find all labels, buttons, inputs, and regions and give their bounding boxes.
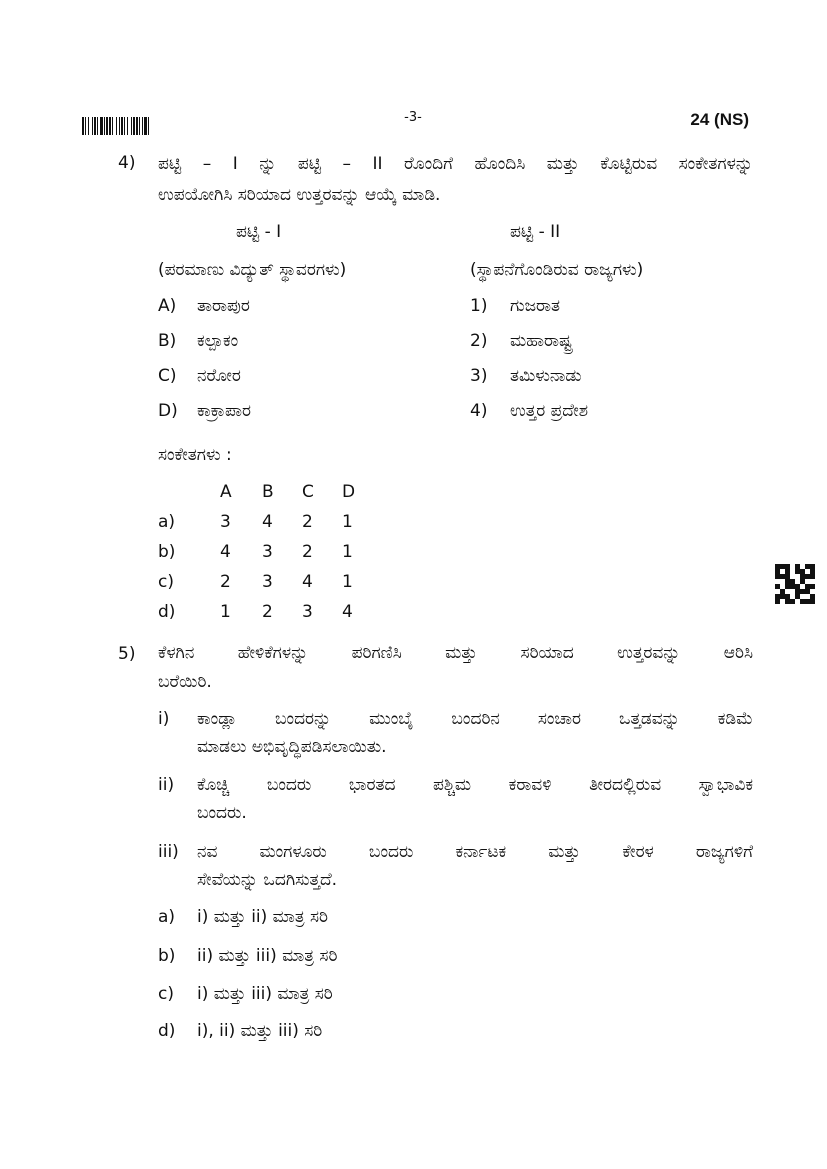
- list1-subtitle: (ಪರಮಾಣು ವಿದ್ಯುತ್ ಸ್ಥಾವರಗಳು): [158, 260, 347, 280]
- codes-cell: 2: [220, 572, 231, 592]
- codes-label: ಸಂಕೇತಗಳು :: [158, 445, 232, 465]
- list2-item-label: 3): [470, 366, 488, 386]
- statement-line2: ಬಂದರು.: [197, 803, 247, 823]
- list2-item-text: ತಮಿಳುನಾಡು: [510, 366, 582, 386]
- qr-code: [775, 564, 815, 604]
- codes-header-cell: B: [262, 482, 274, 502]
- option-label: a): [158, 907, 176, 927]
- codes-cell: 2: [302, 542, 313, 562]
- list1-item-label: A): [158, 296, 177, 316]
- statement-line1: ಕೊಚ್ಚಿ ಬಂದರು ಭಾರತದ ಪಶ್ಚಿಮ ಕರಾವಳಿ ತೀರದಲ್ಲಿರುವ ಸ್ವಾಭಾವಿಕ: [197, 775, 753, 795]
- list1-item-label: C): [158, 366, 177, 386]
- list2-item-label: 2): [470, 331, 488, 351]
- question-4-number: 4): [118, 153, 136, 173]
- option-text: i) ಮತ್ತು ii) ಮಾತ್ರ ಸರಿ: [197, 907, 328, 927]
- codes-cell: 1: [342, 572, 353, 592]
- list1-item-text: ಕಲ್ಪಾಕಂ: [197, 331, 239, 351]
- statement-label: ii): [158, 775, 175, 795]
- codes-header-spacer: [158, 480, 220, 504]
- codes-cell: 4: [342, 602, 353, 622]
- codes-cell: 4: [262, 512, 273, 532]
- codes-option-label: c): [158, 572, 174, 592]
- list1-title: ಪಟ್ಟಿ - I: [236, 222, 282, 242]
- codes-cell: 4: [220, 542, 231, 562]
- option-label: b): [158, 946, 176, 966]
- codes-cell: 3: [220, 512, 231, 532]
- codes-cell: 4: [302, 572, 313, 592]
- question-5-text-line1: ಕೆಳಗಿನ ಹೇಳಿಕೆಗಳನ್ನು ಪರಿಗಣಿಸಿ ಮತ್ತು ಸರಿಯಾದ ಉತ್ತರವನ್ನು ಆರಿಸಿ: [158, 643, 753, 663]
- list1-item-text: ಕಾಕ್ರಾಪಾರ: [197, 401, 251, 421]
- list1-item-text: ನರೋರ: [197, 366, 241, 386]
- list2-item-text: ಉತ್ತರ ಪ್ರದೇಶ: [510, 401, 589, 421]
- codes-cell: 1: [220, 602, 231, 622]
- codes-header-cell: D: [342, 482, 356, 502]
- question-4-text-line2: ಉಪಯೋಗಿಸಿ ಸರಿಯಾದ ಉತ್ತರವನ್ನು ಆಯ್ಕೆ ಮಾಡಿ.: [158, 185, 441, 205]
- codes-option-label: b): [158, 542, 176, 562]
- barcode: [82, 117, 189, 135]
- codes-cell: 3: [302, 602, 313, 622]
- statement-label: i): [158, 709, 170, 729]
- option-text: ii) ಮತ್ತು iii) ಮಾತ್ರ ಸರಿ: [197, 946, 338, 966]
- codes-cell: 1: [342, 542, 353, 562]
- codes-option-label: a): [158, 512, 176, 532]
- codes-header-cell: A: [220, 482, 232, 502]
- codes-option-label: d): [158, 602, 176, 622]
- paper-code: 24 (NS): [690, 110, 749, 129]
- codes-header-cell: C: [302, 482, 314, 502]
- list2-subtitle: (ಸ್ಥಾಪನೆಗೊಂಡಿರುವ ರಾಜ್ಯಗಳು): [470, 260, 644, 280]
- list1-item-text: ತಾರಾಪುರ: [197, 296, 250, 316]
- list2-item-label: 4): [470, 401, 488, 421]
- list2-item-label: 1): [470, 296, 488, 316]
- codes-cell: 3: [262, 542, 273, 562]
- option-label: d): [158, 1021, 176, 1041]
- list2-title: ಪಟ್ಟಿ - II: [510, 222, 561, 242]
- codes-cell: 2: [302, 512, 313, 532]
- qr-module: [810, 599, 815, 604]
- list2-item-text: ಮಹಾರಾಷ್ಟ್ರ: [510, 331, 573, 351]
- option-text: i), ii) ಮತ್ತು iii) ಸರಿ: [197, 1021, 323, 1041]
- codes-cell: 1: [342, 512, 353, 532]
- list2-item-text: ಗುಜರಾತ: [510, 296, 561, 316]
- codes-table: [158, 480, 382, 624]
- statement-label: iii): [158, 842, 179, 862]
- barcode-bar: [149, 117, 151, 135]
- codes-cell: 3: [262, 572, 273, 592]
- question-5-text-line2: ಬರೆಯಿರಿ.: [158, 672, 212, 692]
- codes-cell: 2: [262, 602, 273, 622]
- option-text: i) ಮತ್ತು iii) ಮಾತ್ರ ಸರಿ: [197, 984, 333, 1004]
- page-number: -3-: [404, 110, 422, 125]
- question-4-text-line1: ಪಟ್ಟಿ – I ನ್ನು ಪಟ್ಟಿ – II ರೊಂದಿಗೆ ಹೊಂದಿಸಿ ಮತ್ತು ಕೊಟ್ಟಿರುವ ಸಂಕೇತಗಳನ್ನು: [158, 154, 753, 174]
- option-label: c): [158, 984, 174, 1004]
- statement-line1: ಕಾಂಡ್ಲಾ ಬಂದರನ್ನು ಮುಂಬೈ ಬಂದರಿನ ಸಂಚಾರ ಒತ್ತಡವನ್ನು ಕಡಿಮೆ: [197, 709, 753, 729]
- statement-line2: ಮಾಡಲು ಅಭಿವೃದ್ಧಿಪಡಿಸಲಾಯಿತು.: [197, 737, 387, 757]
- list1-item-label: D): [158, 401, 178, 421]
- list1-item-label: B): [158, 331, 177, 351]
- statement-line1: ನವ ಮಂಗಳೂರು ಬಂದರು ಕರ್ನಾಟಕ ಮತ್ತು ಕೇರಳ ರಾಜ್ಯಗಳಿಗೆ: [197, 842, 753, 862]
- question-5-number: 5): [118, 644, 136, 664]
- statement-line2: ಸೇವೆಯನ್ನು ಒದಗಿಸುತ್ತದೆ.: [197, 870, 338, 890]
